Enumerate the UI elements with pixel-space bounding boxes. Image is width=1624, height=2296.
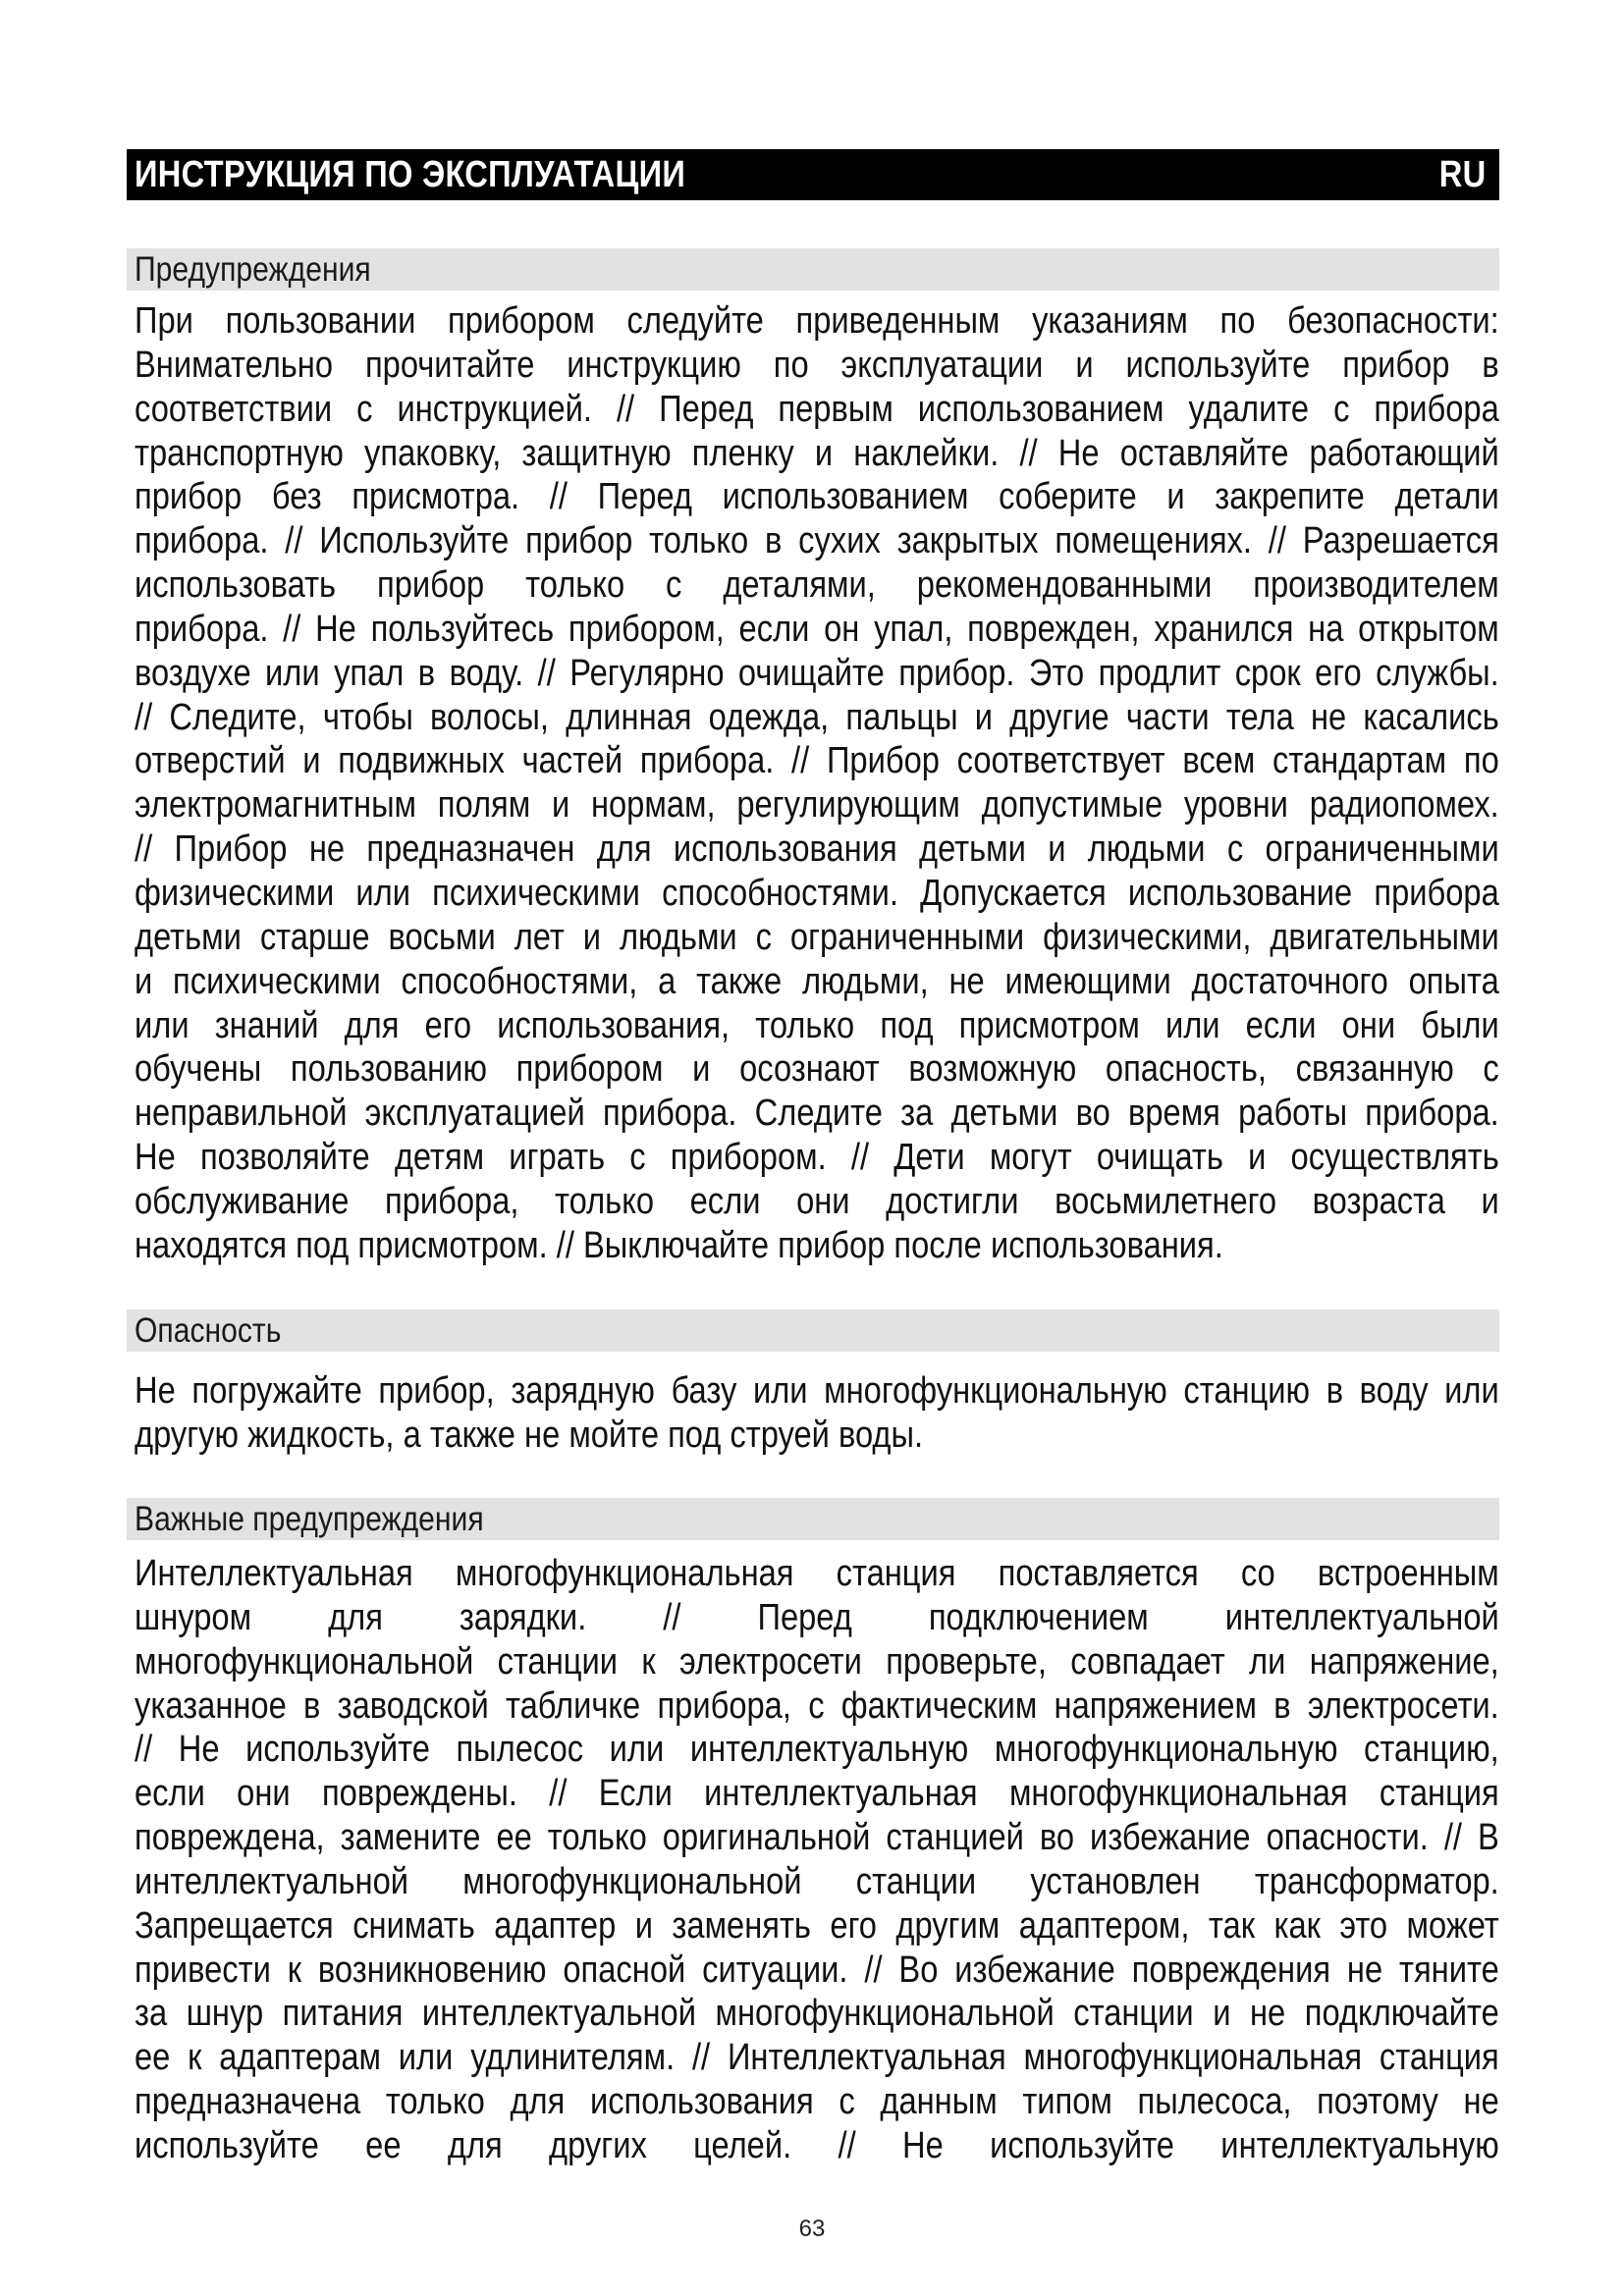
text-line: // Следите, чтобы волосы, длинная одежда, пальцы и другие части тела не касались xyxy=(135,696,1499,738)
page-number: 63 xyxy=(798,2216,826,2242)
text-line: находятся под присмотром. // Выключайте прибор после использования. xyxy=(135,1224,1223,1266)
text-line: При пользовании прибором следуйте приведенным указаниям по безопасности: xyxy=(135,300,1499,342)
section-heading-important-warnings: Важные предупреждения xyxy=(127,1498,1499,1540)
text-line: если они повреждены. // Если интеллектуальная многофункциональная станция xyxy=(135,1773,1499,1815)
text-line: многофункциональной станции к электросети проверьте, совпадает ли напряжение, xyxy=(135,1640,1499,1682)
header-title: ИНСТРУКЦИЯ ПО ЭКСПЛУАТАЦИИ xyxy=(135,153,686,195)
text-line: воздухе или упал в воду. // Регулярно очищайте прибор. Это продлит срок его службы. xyxy=(135,652,1499,694)
text-line: за шнур питания интеллектуальной многофункциональной станции и не подключайте xyxy=(135,1993,1499,2035)
important-warnings-text xyxy=(135,1552,1499,2168)
text-line: физическими или психическими способностями. Допускается использование прибора xyxy=(135,872,1499,914)
text-line: указанное в заводской табличке прибора, с фактическим напряжением в электросети. xyxy=(135,1684,1499,1727)
text-line: и психическими способностями, а также людьми, не имеющими достаточного опыта xyxy=(135,960,1499,1002)
text-line: ее к адаптерам или удлинителям. // Интеллектуальная многофункциональная станция xyxy=(135,2037,1499,2079)
warnings-text xyxy=(135,299,1499,1268)
section-heading-danger: Опасность xyxy=(127,1309,1499,1352)
text-line: обучены пользованию прибором и осознают возможную опасность, связанную с xyxy=(135,1048,1499,1091)
text-line: прибора. // Используйте прибор только в сухих закрытых помещениях. // Разрешается xyxy=(135,520,1499,562)
text-line: транспортную упаковку, защитную пленку и наклейки. // Не оставляйте работающий xyxy=(135,432,1499,474)
language-code: RU xyxy=(1438,153,1486,195)
text-line: Запрещается снимать адаптер и заменять его другим адаптером, так как это может xyxy=(135,1904,1499,1947)
text-line: или знаний для его использования, только под присмотром или если они были xyxy=(135,1004,1499,1046)
text-line: интеллектуальной многофункциональной станции установлен трансформатор. xyxy=(135,1860,1499,1902)
text-line: отверстий и подвижных частей прибора. // Прибор соответствует всем стандартам по xyxy=(135,740,1499,782)
text-line: Не позволяйте детям играть с прибором. // Дети могут очищать и осуществлять xyxy=(135,1137,1499,1179)
text-line: Интеллектуальная многофункциональная станция поставляется со встроенным xyxy=(135,1553,1499,1594)
text-line: // Прибор не предназначен для использования детьми и людьми с ограниченными xyxy=(135,828,1499,871)
text-line: используйте ее для других целей. // Не используйте интеллектуальную xyxy=(135,2124,1499,2166)
text-line: повреждена, замените ее только оригинальной станцией во избежание опасности. // В xyxy=(135,1817,1499,1859)
header-bar xyxy=(127,149,1499,200)
danger-text xyxy=(135,1369,1499,1458)
text-line: прибор без присмотра. // Перед использованием соберите и закрепите детали xyxy=(135,476,1499,518)
text-line: Внимательно прочитайте инструкцию по эксплуатации и используйте прибор в xyxy=(135,344,1499,386)
text-line: предназначена только для использования с данным типом пылесоса, поэтому не xyxy=(135,2081,1499,2123)
section-heading-warnings: Предупреждения xyxy=(127,248,1499,291)
text-line: другую жидкость, а также не мойте под струей воды. xyxy=(135,1414,924,1456)
text-line: привести к возникновению опасной ситуации. // Во избежание повреждения не тяните xyxy=(135,1949,1499,1991)
text-line: электромагнитным полям и нормам, регулирующим допустимые уровни радиопомех. xyxy=(135,784,1499,827)
text-line: // Не используйте пылесос или интеллектуальную многофункциональную станцию, xyxy=(135,1729,1499,1771)
text-line: соответствии с инструкцией. // Перед первым использованием удалите с прибора xyxy=(135,388,1499,430)
text-line: обслуживание прибора, только если они достигли восьмилетнего возраста и xyxy=(135,1180,1499,1222)
text-line: неправильной эксплуатацией прибора. Следите за детьми во время работы прибора. xyxy=(135,1093,1499,1135)
text-line: шнуром для зарядки. // Перед подключением интеллектуальной xyxy=(135,1596,1499,1638)
text-line: детьми старше восьми лет и людьми с ограниченными физическими, двигательными xyxy=(135,916,1499,958)
text-line: прибора. // Не пользуйтесь прибором, если он упал, поврежден, хранился на открытом xyxy=(135,608,1499,650)
text-line: Не погружайте прибор, зарядную базу или многофункциональную станцию в воду или xyxy=(135,1370,1499,1412)
text-line: использовать прибор только с деталями, рекомендованными производителем xyxy=(135,564,1499,607)
